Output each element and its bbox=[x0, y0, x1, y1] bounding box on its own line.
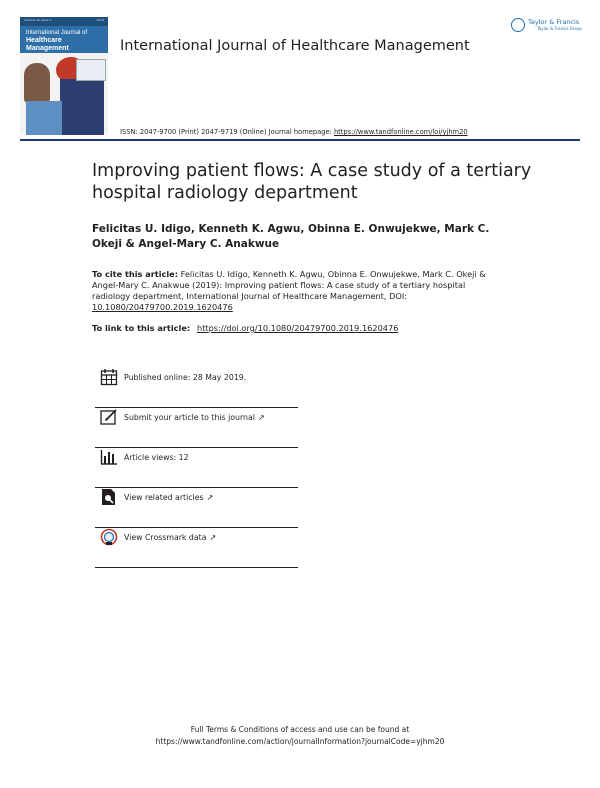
related-articles-row[interactable] bbox=[95, 488, 298, 528]
terms-footer bbox=[0, 724, 600, 748]
article-doi-url[interactable]: https://doi.org/10.1080/20479700.2019.1620476 bbox=[197, 323, 399, 333]
crossmark-row[interactable] bbox=[95, 528, 298, 568]
journal-cover-image bbox=[20, 17, 108, 135]
article-link-label: To link to this article: bbox=[92, 323, 193, 333]
crossmark-text: View Crossmark data bbox=[124, 533, 207, 542]
submit-article-icon bbox=[100, 408, 118, 426]
issn-text: ISSN: 2047-9700 (Print) 2047-9719 (Online) Journal homepage: bbox=[120, 128, 334, 136]
external-link-icon: ↗ bbox=[209, 533, 217, 542]
header-divider bbox=[20, 139, 580, 141]
published-online-row bbox=[95, 368, 298, 408]
cover-volume-text: Volume 12 Issue 1 bbox=[24, 18, 52, 22]
submit-article-row[interactable] bbox=[95, 408, 298, 448]
article-authors: Felicitas U. Idigo, Kenneth K. Agwu, Obinna E. Onwujekwe, Mark C. Okeji & Angel-Mary C. Anakwue bbox=[92, 223, 490, 250]
related-articles-icon bbox=[100, 488, 118, 506]
external-link-icon: ↗ bbox=[206, 493, 214, 502]
article-link-line bbox=[92, 323, 398, 333]
publisher-logo-subtext: Taylor & Francis Group bbox=[537, 26, 582, 31]
journal-homepage-link[interactable]: https://www.tandfonline.com/loi/yjhm20 bbox=[333, 128, 468, 136]
article-title: Improving patient flows: A case study of a tertiary hospital radiology department bbox=[92, 161, 532, 203]
submit-article-text: Submit your article to this journal bbox=[124, 413, 255, 422]
info-divider bbox=[95, 567, 298, 568]
crossmark-icon bbox=[100, 528, 118, 546]
citation-block bbox=[92, 269, 492, 313]
citation-label: To cite this article: bbox=[92, 269, 178, 279]
related-articles-link[interactable] bbox=[124, 493, 213, 502]
submit-article-link[interactable] bbox=[124, 413, 265, 422]
cover-year-text: 2019 bbox=[96, 18, 104, 22]
cover-photo bbox=[20, 53, 108, 135]
footer-terms-text: Full Terms & Conditions of access and use can be found at bbox=[190, 725, 410, 734]
journal-title: International Journal of Healthcare Management bbox=[120, 38, 470, 54]
publisher-logo-icon bbox=[511, 18, 525, 32]
footer-terms-url[interactable]: https://www.tandfonline.com/action/journalInformation?journalCode=yjhm20 bbox=[155, 737, 445, 746]
publisher-logo-text: Taylor & Francis bbox=[528, 18, 580, 26]
crossmark-link[interactable] bbox=[124, 533, 216, 542]
citation-text: Felicitas U. Idigo, Kenneth K. Agwu, Obinna E. Onwujekwe, Mark C. Okeji & Angel-Mary C. Anakwue (2019): Improving patient flows: A case study of a tertiary hospital radiology department, International Journal of Healthcare Management, DOI: bbox=[92, 269, 486, 301]
published-online-text: Published online: 28 May 2019. bbox=[124, 373, 247, 382]
article-views-row bbox=[95, 448, 298, 488]
cover-journal-title bbox=[26, 29, 104, 53]
bar-chart-icon bbox=[100, 448, 118, 466]
related-articles-text: View related articles bbox=[124, 493, 204, 502]
publisher-logo[interactable] bbox=[511, 18, 581, 34]
issn-line bbox=[120, 128, 468, 136]
citation-doi-link[interactable]: 10.1080/20479700.2019.1620476 bbox=[92, 302, 233, 312]
calendar-icon bbox=[100, 368, 118, 386]
cover-title-line1: International Journal of bbox=[26, 30, 88, 36]
external-link-icon: ↗ bbox=[257, 413, 265, 422]
cover-top-band bbox=[20, 17, 108, 26]
article-views-text: Article views: 12 bbox=[124, 453, 189, 462]
cover-title-line2: Healthcare Management bbox=[26, 37, 69, 52]
